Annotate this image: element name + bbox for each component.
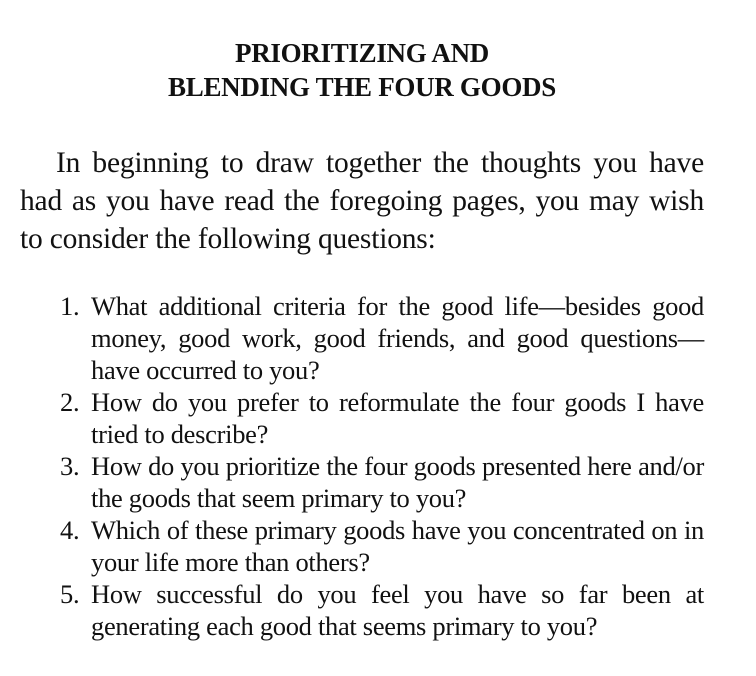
question-text: Which of these primary goods have you concentrated on in your life more than others? (91, 515, 704, 577)
title-line-2: BLENDING THE FOUR GOODS (168, 72, 556, 102)
question-text: What additional criteria for the good life—besides good money, good work, good friends, and good questions—have occurred to you? (91, 291, 704, 385)
question-text: How do you prefer to reformulate the four goods I have tried to describe? (91, 387, 704, 449)
question-item (60, 386, 704, 450)
question-number: 1. (60, 291, 80, 321)
question-number: 5. (60, 579, 80, 609)
question-number: 4. (60, 515, 80, 545)
intro-paragraph: In beginning to draw together the thoughts you have had as you have read the foregoing pages, you may wish to consider the following questions: (20, 147, 704, 255)
question-number: 3. (60, 451, 80, 481)
question-item (60, 290, 704, 386)
question-item (60, 450, 704, 514)
question-text: How do you prioritize the four goods presented here and/or the goods that seem primary to you? (91, 451, 704, 513)
page-title (20, 36, 704, 104)
question-text: How successful do you feel you have so far been at generating each good that seems primary to you? (91, 579, 704, 641)
question-number: 2. (60, 387, 80, 417)
question-list (20, 290, 704, 642)
title-line-1: PRIORITIZING AND (235, 38, 489, 68)
question-item (60, 578, 704, 642)
question-item (60, 514, 704, 578)
